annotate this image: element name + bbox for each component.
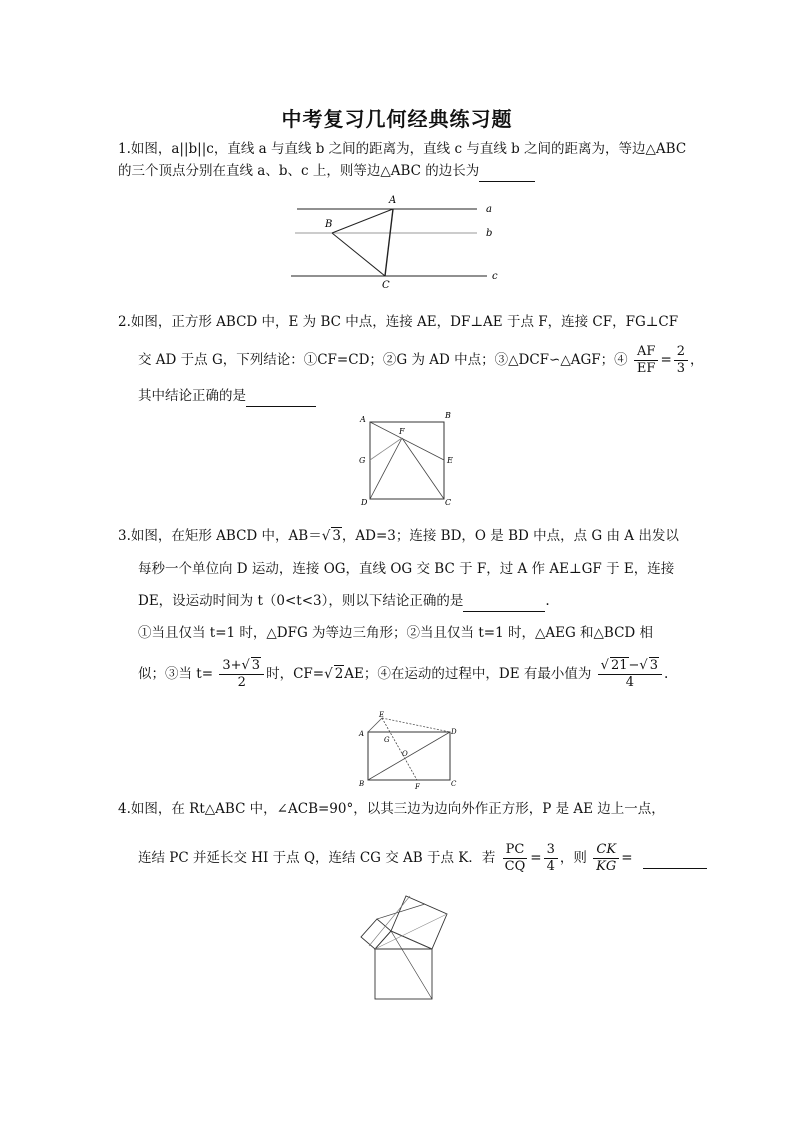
q2-label-A: A (360, 415, 366, 424)
q2-text-line2-prefix: 交 AD 于点 G，下列结论：①CF=CD；②G 为 AD 中点；③△DCF∽△AGF；④ (138, 352, 628, 368)
q1-label-A: A (389, 195, 397, 206)
q3-frac-numerator: 3+√ 3 (219, 658, 264, 675)
q3-line5-d: . (664, 666, 669, 682)
q4-frac1-numerator: PC (503, 842, 528, 859)
q4-fraction-pc-cq (502, 842, 529, 875)
q3-label-E: E (379, 711, 385, 719)
q3-frac-num-part: 3+ (222, 658, 242, 673)
page-title: 中考复习几何经典练习题 (281, 107, 513, 131)
q3-text-line2: 每秒一个单位向 D 运动，连接 OG，直线 OG 交 BC 于 F，过 A 作 AE⊥GF 于 E，连接 (138, 561, 675, 577)
q4-fraction-ck-kg (593, 842, 619, 875)
q3-label-D: D (451, 728, 457, 736)
q3-label-A: A (359, 730, 365, 738)
q3-frac-num-sqrt: 3 (251, 658, 261, 673)
q2-label-G: G (359, 456, 366, 465)
q4-frac1-denominator: CQ (504, 859, 526, 874)
q2-text-line3 (138, 386, 316, 407)
q4-answer-blank (643, 848, 707, 869)
q3-min-sqrt3: 3 (649, 658, 658, 673)
q4-frac3-denominator: KG (596, 859, 617, 874)
q4-frac2-numerator: 3 (544, 842, 558, 859)
q2-fraction-af-ef (634, 344, 659, 377)
q2-figure (352, 408, 464, 512)
q1-text-line2-content: 的三个顶点分别在直线 a、b、c 上，则等边△ABC 的边长为 (118, 163, 480, 179)
q4-frac2-denominator: 4 (546, 859, 555, 874)
q2-frac1-denominator: EF (636, 361, 656, 376)
q3-text-line3 (138, 591, 550, 612)
q4-equals-2: = (621, 850, 633, 866)
q3-label-O: O (402, 750, 408, 758)
q2-label-C: C (445, 498, 452, 507)
q3-min-sqrt21: 21 (610, 658, 628, 673)
q2-frac1-numerator: AF (634, 344, 658, 361)
q2-frac2-denominator: 3 (676, 361, 686, 376)
q3-fraction-t-value (219, 658, 264, 691)
q2-text-line3-content: 其中结论正确的是 (138, 388, 246, 404)
q3-fraction-min-value (598, 658, 662, 691)
q3-min-minus: − (628, 658, 640, 673)
q1-label-a: a (486, 204, 492, 215)
q1-text-line2 (118, 161, 535, 182)
q4-text-line2 (138, 842, 707, 875)
q3-label-F: F (415, 783, 420, 790)
q3-line5-c: AE；④在运动的过程中，DE 有最小值为 (344, 666, 592, 682)
q2-line2-suffix: ， (690, 352, 704, 368)
q1-label-b: b (486, 228, 493, 239)
q3-line3-a: DE，设运动时间为 t（0<t<3），则以下结论正确的是 (138, 593, 464, 609)
q1-figure (285, 190, 505, 290)
q4-fraction-three-quarters (544, 842, 558, 875)
q2-label-F: F (399, 427, 405, 436)
q1-label-B: B (325, 219, 333, 230)
q3-label-C: C (451, 780, 457, 788)
q3-min-denominator: 4 (625, 675, 634, 690)
q3-answer-blank (463, 591, 545, 612)
q3-text-line1 (118, 526, 679, 546)
q3-line5-a: 似；③当 t= (138, 666, 214, 682)
q3-line5-b: 时，CF= (266, 666, 325, 682)
q4-line2-b: ，则 (559, 850, 587, 866)
q2-label-E: E (447, 456, 453, 465)
q1-label-C: C (382, 280, 390, 290)
q4-text-line1: 4.如图，在 Rt△ABC 中，∠ACB=90°，以其三边为边向外作正方形，P 是 AE 边上一点， (118, 801, 665, 817)
q3-figure (352, 710, 462, 790)
q2-label-B: B (445, 411, 451, 420)
q3-sqrt3-radicand: 3 (332, 528, 341, 544)
q1-label-c: c (492, 271, 498, 282)
q2-answer-blank (246, 386, 316, 407)
q4-figure (355, 888, 465, 1008)
q3-sqrt3-symbol: √ (321, 528, 331, 544)
q3-line3-b: . (545, 593, 550, 609)
q4-line2-a: 连结 PC 并延长交 HI 于点 Q，连结 CG 交 AB 于点 K．若 (138, 850, 496, 866)
q3-text-line5: 似；③当 t= $\frac{3+√ 3}{2}$ 时，CF=√ 2AE；④在运动的过程中，DE 有最小值为 $\frac{√ 21-√ 3}{4}$ . (138, 658, 669, 690)
q3-line1-a: 3.如图，在矩形 ABCD 中，AB＝ (118, 528, 322, 544)
q2-fraction-two-thirds (674, 344, 688, 377)
q3-label-B: B (359, 780, 365, 788)
q1-answer-blank (479, 161, 535, 182)
q3-line1-b: ，AD=3；连接 BD，O 是 BD 中点，点 G 由 A 出发以 (341, 528, 679, 544)
q1-text-line1: 1.如图，a||b||c，直线 a 与直线 b 之间的距离为，直线 c 与直线 b 之间的距离为，等边△ABC (118, 141, 687, 157)
q2-frac2-numerator: 2 (674, 344, 688, 361)
q2-text-line1: 2.如图，正方形 ABCD 中，E 为 BC 中点，连接 AE，DF⊥AE 于点 F，连接 CF，FG⊥CF (118, 314, 679, 330)
q4-equals-1: = (530, 850, 542, 866)
q2-label-D: D (361, 498, 368, 507)
q3-sqrt2-radicand: 2 (334, 666, 344, 682)
q3-label-G: G (384, 736, 390, 744)
q2-text-line2 (138, 344, 704, 377)
q3-text-line4: ①当且仅当 t=1 时，△DFG 为等边三角形；②当且仅当 t=1 时，△AEG 和△BCD 相 (138, 625, 654, 641)
q3-min-numerator: √ 21−√ 3 (598, 658, 662, 675)
q4-frac3-numerator: CK (593, 842, 619, 859)
q3-frac-denominator: 2 (237, 675, 246, 690)
q2-equals: = (660, 352, 672, 368)
